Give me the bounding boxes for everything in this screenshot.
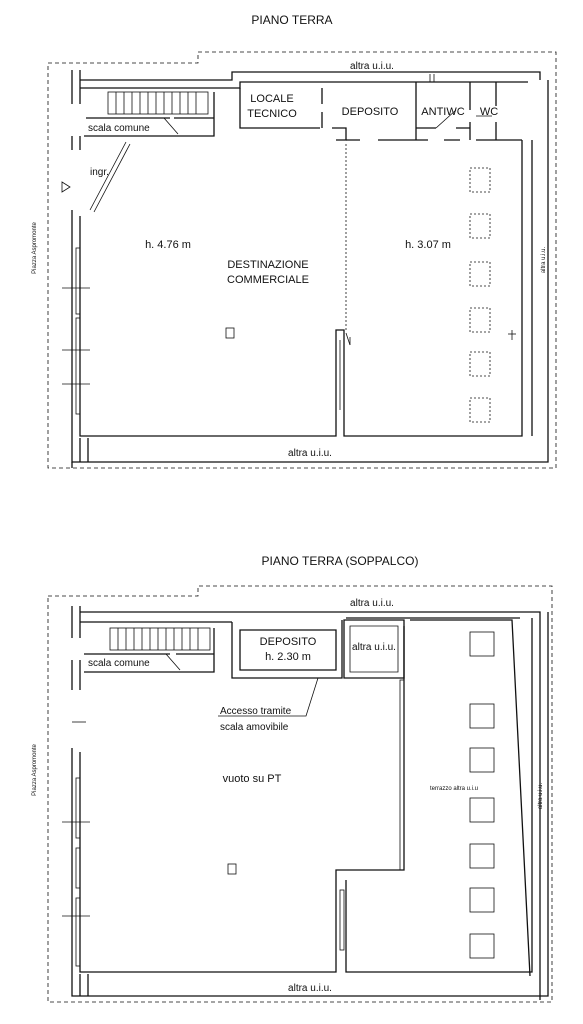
plan-piano-terra [32,13,556,468]
neighbor-bottom-label: altra u.i.u. [288,448,332,459]
scala-comune-label: scala comune [88,123,150,134]
interior-partition [340,144,516,410]
altra-inner-label: altra u.i.u. [352,642,396,653]
street-label: Piazza Aspromonte [32,222,38,274]
accesso-label-2: scala amovibile [220,722,289,733]
plan-title: PIANO TERRA (SOPPALCO) [261,554,419,568]
neighbor-top-label: altra u.i.u. [350,598,394,609]
shared-staircase [84,92,214,136]
terrazzo-label: terrazzo altra u.i.u [429,786,479,792]
left-hall-height: h. 4.76 m [145,239,191,251]
scala-comune-label: scala comune [88,658,150,669]
antiwc-label: ANTIWC [421,106,465,118]
pillars [228,632,494,958]
plan-title: PIANO TERRA [251,13,333,27]
wc-label: WC [479,106,499,118]
neighbor-right-label: altra u.i.u. [541,246,547,274]
neighbor-right-label: altra u.i.u. [538,782,544,810]
destinazione-label-2: COMMERCIALE [227,274,309,286]
locale-tecnico-label-1: LOCALE [250,93,294,105]
vuoto-label: vuoto su PT [222,773,282,785]
property-boundary-dashed [48,586,552,1002]
facade-windows [62,722,90,966]
entrance-door [62,142,130,212]
ingresso-label: ingr. [90,167,109,178]
plan-soppalco [32,554,552,1002]
street-label: Piazza Aspromonte [32,744,38,796]
mezzanine-storage [232,620,404,678]
service-rooms [240,74,522,140]
deposito-label: DEPOSITO [259,636,317,648]
neighbor-bottom-label: altra u.i.u. [288,983,332,994]
right-hall-height: h. 3.07 m [405,239,451,251]
deposito-label: DEPOSITO [341,106,399,118]
pillars [226,168,490,422]
accesso-label-1: Accesso tramite [220,706,292,717]
neighbor-top-label: altra u.i.u. [350,61,394,72]
shared-staircase [84,628,214,672]
facade-windows [62,248,90,414]
locale-tecnico-label-2: TECNICO [247,108,297,120]
access-note [218,678,318,733]
void-railing [340,680,404,950]
deposito-height: h. 2.30 m [265,651,311,663]
destinazione-label-1: DESTINAZIONE [227,259,309,271]
